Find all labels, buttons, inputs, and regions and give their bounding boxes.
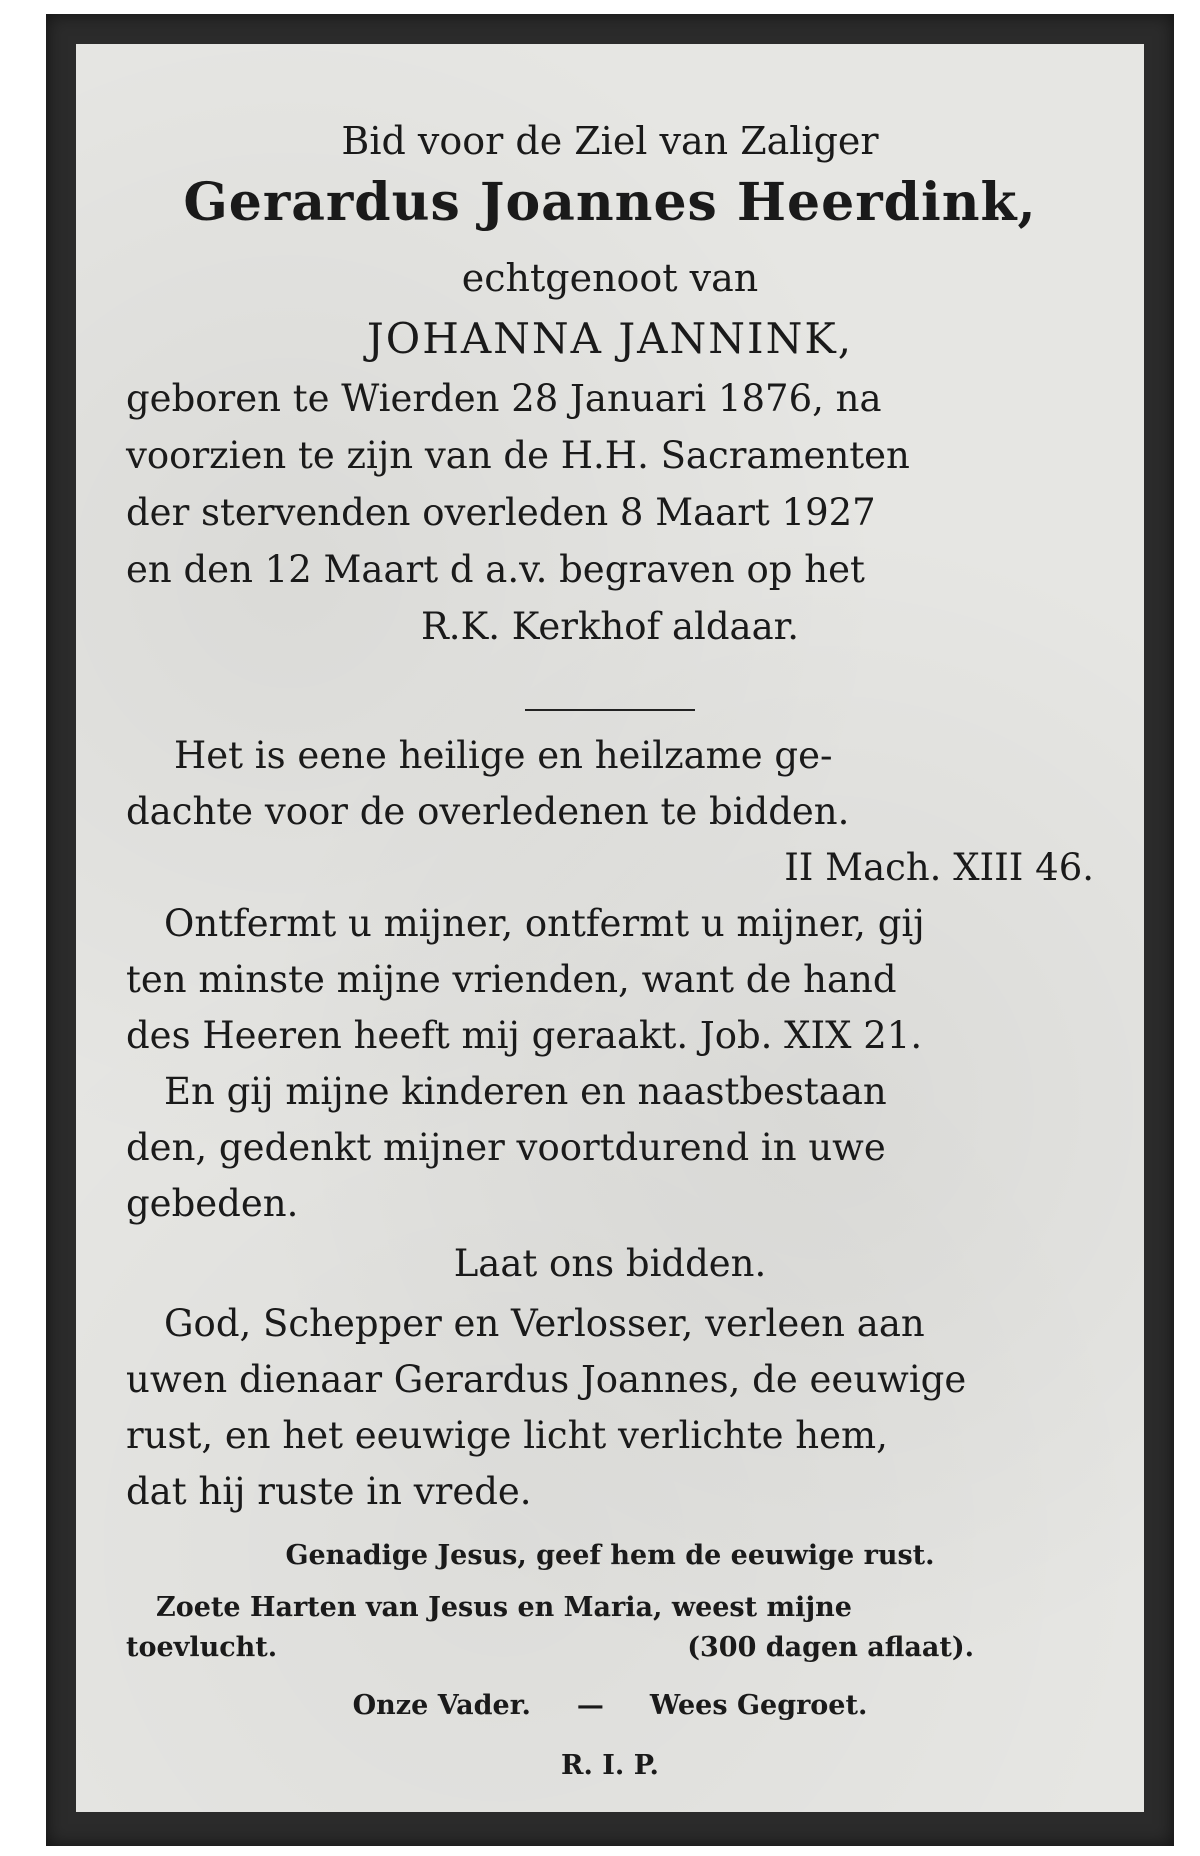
quote-line: gebeden. bbox=[126, 1182, 299, 1225]
prayer-line: dat hij ruste in vrede. bbox=[126, 1470, 532, 1513]
bio-line: der stervenden overleden 8 Maart 1927 bbox=[126, 491, 876, 534]
quote-line: den, gedenkt mijner voortdurend in uwe bbox=[126, 1126, 886, 1169]
quote-line: dachte voor de overledenen te bidden. bbox=[126, 790, 850, 833]
closing-prayer: Wees Gegroet. bbox=[649, 1690, 868, 1721]
closing-prayer: Onze Vader. bbox=[352, 1690, 531, 1721]
quote-line: Het is eene heilige en heilzame ge- bbox=[174, 734, 833, 777]
ejaculation-line: Genadige Jesus, geef hem de eeuwige rust. bbox=[285, 1540, 935, 1571]
quote-line: ten minste mijne vrienden, want de hand bbox=[126, 958, 897, 1001]
prayer-line: rust, en het eeuwige licht verlichte hem, bbox=[126, 1414, 888, 1457]
quote-line: des Heeren heeft mij geraakt. Job. XIX 21. bbox=[126, 1014, 923, 1057]
memorial-card-frame bbox=[46, 14, 1174, 1846]
quote-line: En gij mijne kinderen en naastbestaan bbox=[164, 1070, 887, 1113]
ejaculation-line bbox=[126, 1632, 1094, 1663]
quote-line: Ontfermt u mijner, ontfermt u mijner, gij bbox=[164, 902, 925, 945]
quote-source: II Mach. XIII 46. bbox=[784, 846, 1094, 889]
memorial-card bbox=[76, 44, 1144, 1812]
closing-separator: — bbox=[576, 1690, 604, 1721]
prayer-line: uwen dienaar Gerardus Joannes, de eeuwige bbox=[126, 1358, 967, 1401]
indulgence-note: (300 dagen aflaat). bbox=[687, 1632, 974, 1663]
bio-line: geboren te Wierden 28 Januari 1876, na bbox=[126, 377, 882, 420]
ejaculation-part: toevlucht. bbox=[126, 1632, 278, 1663]
divider-rule bbox=[525, 709, 695, 711]
spouse-label: echtgenoot van bbox=[461, 256, 759, 300]
spouse-name: JOHANNA JANNINK, bbox=[366, 314, 854, 363]
prayer-heading: Laat ons bidden. bbox=[453, 1242, 767, 1285]
rip-line: R. I. P. bbox=[561, 1750, 659, 1781]
prayer-line: God, Schepper en Verlosser, verleen aan bbox=[164, 1302, 925, 1345]
invocation-heading: Bid voor de Ziel van Zaliger bbox=[341, 119, 879, 163]
bio-line: en den 12 Maart d a.v. begraven op het bbox=[126, 548, 865, 591]
deceased-name: Gerardus Joannes Heerdink, bbox=[183, 172, 1037, 233]
bio-line: R.K. Kerkhof aldaar. bbox=[420, 605, 800, 648]
bio-line: voorzien te zijn van de H.H. Sacramenten bbox=[126, 434, 910, 477]
closing-prayers bbox=[126, 1690, 1094, 1721]
ejaculation-line: Zoete Harten van Jesus en Maria, weest mijne bbox=[156, 1592, 852, 1623]
